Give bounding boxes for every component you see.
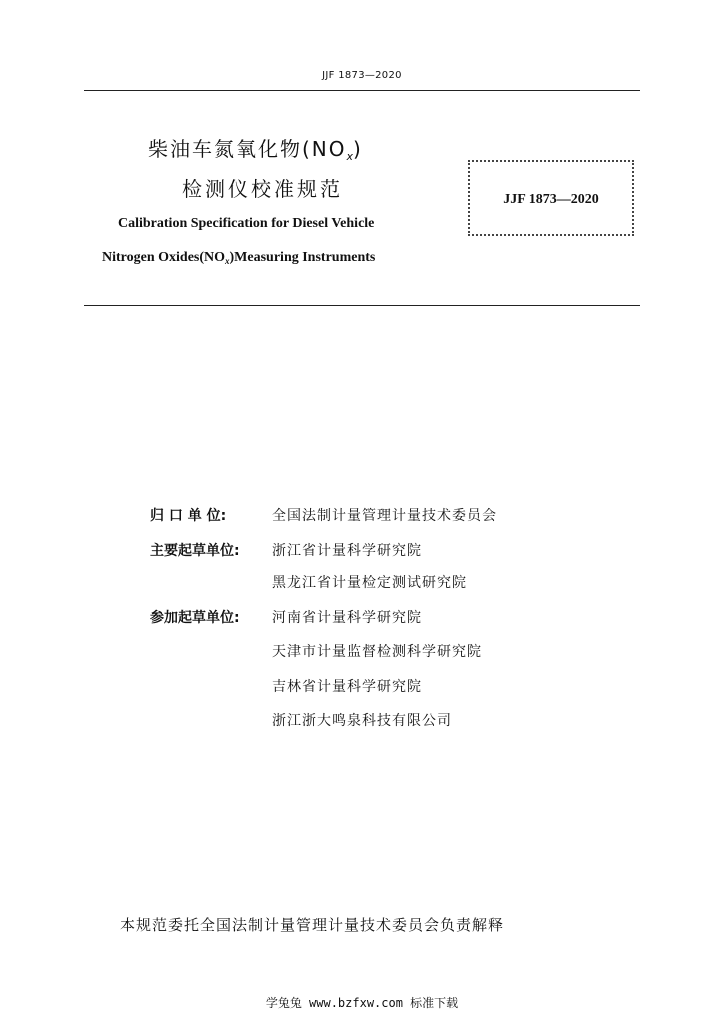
org-row (150, 710, 452, 730)
section-rule (84, 305, 640, 306)
watermark-text: 学兔兔 www.bzfxw.com 标准下载 (265, 996, 459, 1010)
org-row (150, 505, 497, 525)
standard-code-box (468, 160, 634, 236)
org-value: 浙江省计量科学研究院 (272, 543, 422, 559)
title-zh-line1-text: 柴油车氮氧化物(NO (148, 137, 347, 161)
org-value: 黑龙江省计量检定测试研究院 (272, 575, 467, 591)
title-en-line2 (102, 250, 375, 266)
org-label: 归 口 单 位: (150, 508, 227, 524)
title-zh-line1 (148, 133, 363, 163)
title-en-line1: Calibration Specification for Diesel Vehicle (118, 216, 375, 231)
org-value: 全国法制计量管理计量技术委员会 (272, 508, 497, 524)
header-rule (84, 90, 640, 91)
org-label: 参加起草单位: (150, 610, 240, 626)
title-en-line2-close: )Measuring Instruments (229, 250, 376, 265)
title-zh-subscript: x (346, 150, 354, 163)
title-zh-line2: 检测仪校准规范 (182, 177, 343, 201)
title-en-subscript: x (225, 256, 230, 266)
org-value: 吉林省计量科学研究院 (272, 679, 422, 695)
standard-code: JJF 1873—2020 (503, 192, 599, 207)
org-row (150, 641, 482, 661)
org-value: 浙江浙大鸣泉科技有限公司 (272, 713, 452, 729)
org-row (150, 540, 422, 560)
org-row (150, 607, 422, 627)
title-zh-line1-close: ) (353, 137, 363, 161)
org-row (150, 676, 422, 696)
org-label: 主要起草单位: (150, 543, 240, 559)
org-value: 河南省计量科学研究院 (272, 610, 422, 626)
header-standard-code: JJF 1873—2020 (322, 70, 402, 81)
interpretation-note: 本规范委托全国法制计量管理计量技术委员会负责解释 (120, 916, 505, 934)
org-row (150, 572, 467, 592)
title-en-line2-text: Nitrogen Oxides(NO (102, 250, 226, 265)
org-value: 天津市计量监督检测科学研究院 (272, 644, 482, 660)
